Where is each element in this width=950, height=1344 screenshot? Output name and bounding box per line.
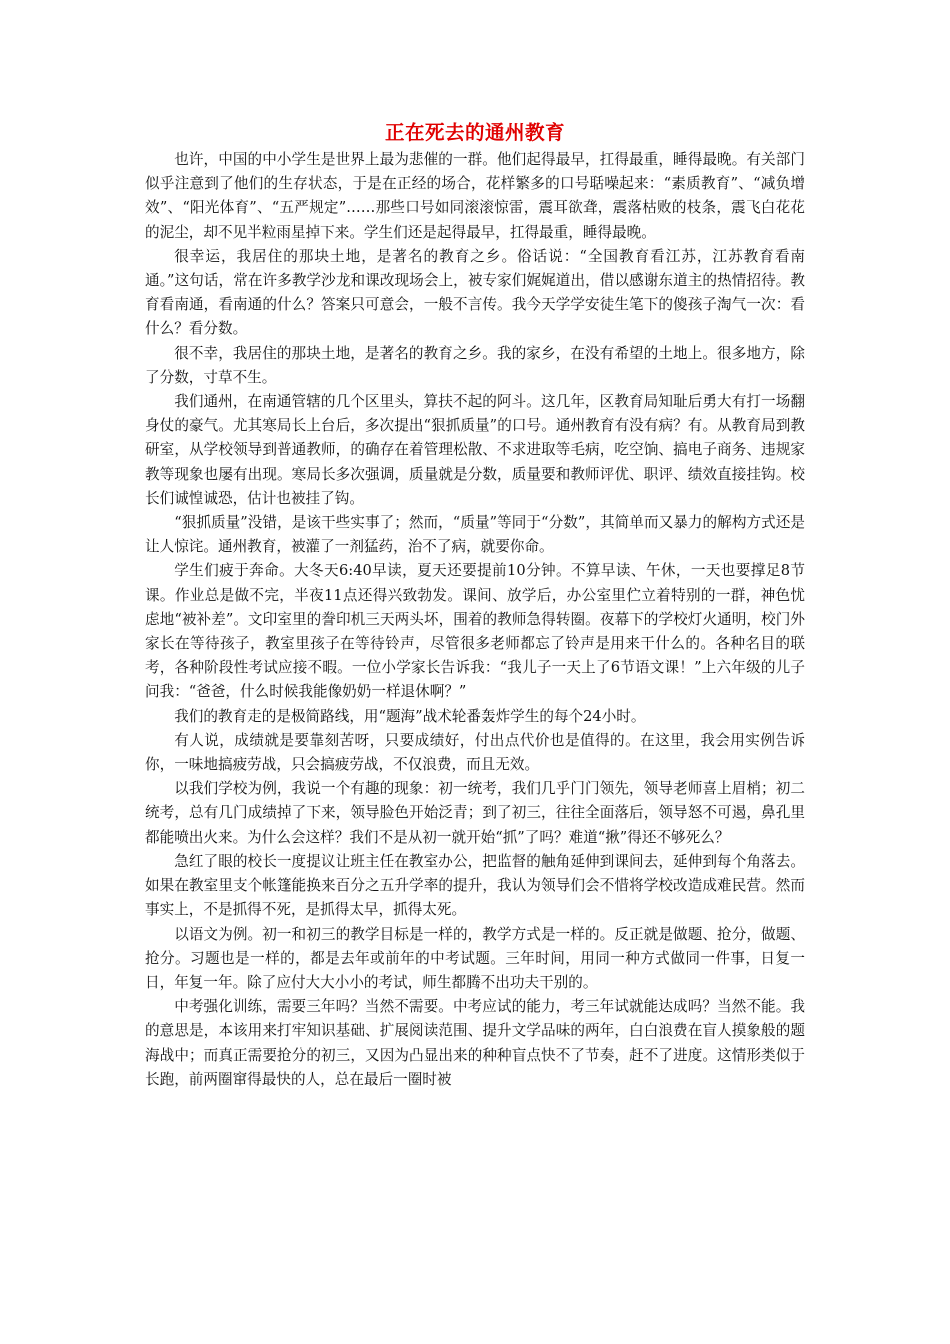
paragraph: 学生们疲于奔命。大冬天6:40早读，夏天还要提前10分钟。不算早读、午休，一天也要撑足8节课。作业总是做不完，半夜11点还得兴致勃发。课间、放学后，办公室里伫立着特别的一群，神色忧虑地“被补差”。文印室里的誊印机三天两头坏，围着的教师急得转圈。夜幕下的学校灯火通明，校门外家长在等待孩子，教室里孩子在等待铃声，尽管很多老师都忘了铃声是用来干什么的。各种名目的联考，各种阶段性考试应接不暇。一位小学家长告诉我：“我儿子一天上了6节语文课！”上六年级的儿子问我：“爸爸，什么时候我能像奶奶一样退休啊？” <box>145 562 805 701</box>
paragraph: 也许，中国的中小学生是世界上最为悲催的一群。他们起得最早，扛得最重，睡得最晚。有关部门似乎注意到了他们的生存状态，于是在正经的场合，花样繁多的口号聒噪起来：“素质教育”、“减负增效”、“阳光体育”、“五严规定”……那些口号如同滚滚惊雷，震耳欲聋，震落枯败的枝条，震飞白花花的泥尘，却不见半粒雨星掉下来。学生们还是起得最早，扛得最重，睡得最晚。 <box>145 151 805 241</box>
paragraph: 以我们学校为例，我说一个有趣的现象：初一统考，我们几乎门门领先，领导老师喜上眉梢；初二统考，总有几门成绩掉了下来，领导脸色开始泛青；到了初三，往往全面落后，领导怒不可遏，鼻孔里都能喷出火来。为什么会这样？我们不是从初一就开始“抓”了吗？难道“揪”得还不够死么？ <box>145 780 805 846</box>
document-page <box>145 118 805 1092</box>
paragraph: 有人说，成绩就是要靠刻苦呀，只要成绩好，付出点代价也是值得的。在这里，我会用实例告诉你，一味地搞疲劳战，只会搞疲劳战，不仅浪费，而且无效。 <box>145 731 805 774</box>
paragraph: 急红了眼的校长一度提议让班主任在教室办公，把监督的触角延伸到课间去，延伸到每个角落去。如果在教室里支个帐篷能换来百分之五升学率的提升，我认为领导们会不惜将学校改造成难民营。然而事实上，不是抓得不死，是抓得太早，抓得太死。 <box>145 852 805 919</box>
paragraph: “狠抓质量”没错，是该干些实事了；然而，“质量”等同于“分数”，其简单而又暴力的解构方式还是让人惊诧。通州教育，被灌了一剂猛药，治不了病，就要你命。 <box>145 514 805 556</box>
paragraph: 很不幸，我居住的那块土地，是著名的教育之乡。我的家乡，在没有希望的土地上。很多地方，除了分数，寸草不生。 <box>145 344 805 386</box>
paragraph: 我们的教育走的是极简路线，用“题海”战术轮番轰炸学生的每个24小时。 <box>174 707 646 725</box>
paragraph: 以语文为例。初一和初三的教学目标是一样的，教学方式是一样的。反正就是做题、抢分，做题、抢分。习题也是一样的，都是去年或前年的中考试题。三年时间，用同一种方式做同一件事，日复一日，年复一年。除了应付大大小小的考试，师生都腾不出功夫干别的。 <box>145 925 805 991</box>
paragraph: 我们通州，在南通管辖的几个区里头，算扶不起的阿斗。这几年，区教育局知耻后勇大有打一场翻身仗的豪气。尤其寒局长上台后，多次提出“狠抓质量”的口号。通州教育有没有病？有。从教育局到教研室，从学校领导到普通教师，的确存在着管理松散、不求进取等毛病，吃空饷、搞电子商务、违规家教等现象也屡有出现。寒局长多次强调，质量就是分数，质量要和教师评优、职评、绩效直接挂钩。校长们诚惶诚恐，估计也被挂了钩。 <box>145 393 805 507</box>
paragraph: 很幸运，我居住的那块土地，是著名的教育之乡。俗话说：“全国教育看江苏，江苏教育看南通。”这句话，常在许多教学沙龙和课改现场会上，被专家们娓娓道出，借以感谢东道主的热情招待。教育看南通，看南通的什么？答案只可意会，一般不言传。我今天学学安徒生笔下的傻孩子淘气一次：看什么？看分数。 <box>145 247 805 338</box>
paragraph: 中考强化训练，需要三年吗？当然不需要。中考应试的能力，考三年试就能达成吗？当然不能。我的意思是，本该用来打牢知识基础、扩展阅读范围、提升文学品味的两年，白白浪费在盲人摸象般的题海战中；而真正需要抢分的初三，又因为凸显出来的种种盲点快不了节奏，赶不了进度。这情形类似于长跑，前两圈窜得最快的人，总在最后一圈时被 <box>145 998 805 1088</box>
document-title: 正在死去的通州教育 <box>384 121 565 144</box>
document-body <box>145 148 805 1092</box>
